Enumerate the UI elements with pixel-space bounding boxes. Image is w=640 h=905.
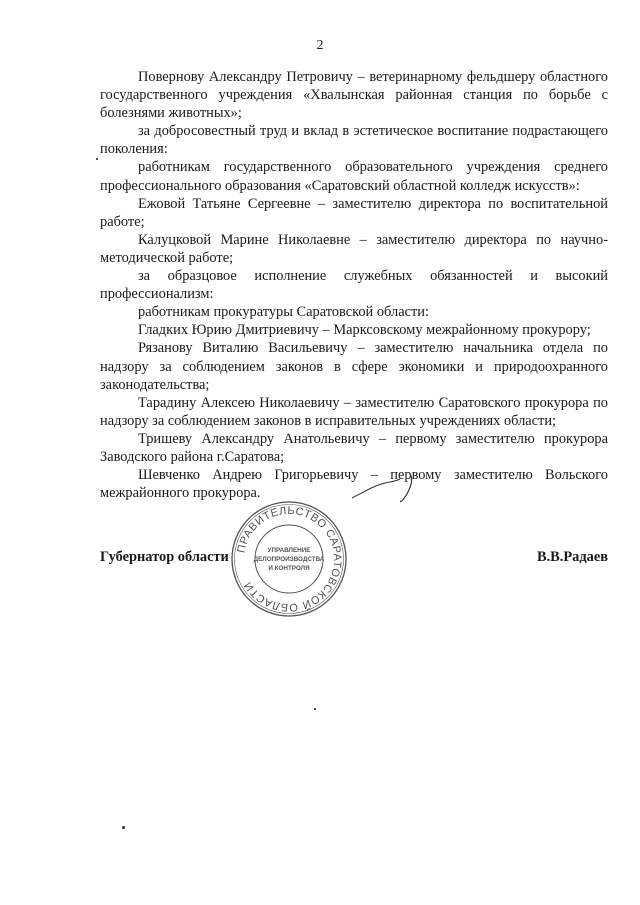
scan-speck bbox=[96, 158, 98, 160]
paragraph: Калуцковой Марине Николаевне – заместителю директора по научно-методической работе; bbox=[100, 231, 608, 266]
stamp-center-line: ДЕЛОПРОИЗВОДСТВА bbox=[253, 556, 325, 563]
page-number: 2 bbox=[316, 38, 324, 53]
paragraph: Рязанову Виталию Васильевичу – заместителю начальника отдела по надзору за соблюдением законов в сфере экономики и природоохранного законодательства; bbox=[100, 340, 608, 393]
paragraph: работникам прокуратуры Саратовской области: bbox=[138, 304, 429, 321]
paragraph: Шевченко Андрею Григорьевичу – первому заместителю Вольского межрайонного прокурора. bbox=[100, 467, 608, 502]
paragraph: за добросовестный труд и вклад в эстетическое воспитание подрастающего поколения: bbox=[100, 123, 608, 158]
signatory-name: В.В.Радаев bbox=[536, 549, 608, 565]
scan-speck bbox=[314, 708, 316, 710]
paragraph: Тришеву Александру Анатольевичу – первому заместителю прокурора Заводского района г.Саратова; bbox=[100, 430, 608, 465]
paragraph: за образцовое исполнение служебных обязанностей и высокий профессионализм: bbox=[100, 268, 608, 303]
official-stamp bbox=[230, 500, 348, 618]
stamp-center-line: И КОНТРОЛЯ bbox=[268, 565, 310, 572]
paragraph: Гладких Юрию Дмитриевичу – Марксовскому межрайонному прокурору; bbox=[138, 322, 591, 339]
paragraph: Тарадину Алексею Николаевичу – заместителю Саратовского прокурора по надзору за соблюдением законов в исправительных учреждениях области; bbox=[100, 394, 608, 429]
signatory-title: Губернатор области bbox=[100, 549, 229, 565]
scan-speck bbox=[122, 826, 125, 829]
stamp-center-line: УПРАВЛЕНИЕ bbox=[267, 547, 311, 554]
document-body bbox=[100, 68, 608, 502]
paragraph: Повернову Александру Петровичу – ветеринарному фельдшеру областного государственного учреждения «Хвалынская районная станция по борьбе с болезнями животных»; bbox=[100, 69, 608, 122]
paragraph: Ежовой Татьяне Сергеевне – заместителю директора по воспитательной работе; bbox=[100, 195, 608, 230]
paragraph: работникам государственного образовательного учреждения среднего профессионального образования «Саратовский областной колледж искусств»: bbox=[100, 159, 608, 194]
stamp-ring-text: ПРАВИТЕЛЬСТВО САРАТОВСКОЙ ОБЛАСТИ bbox=[235, 504, 344, 614]
handwritten-signature bbox=[350, 470, 430, 510]
